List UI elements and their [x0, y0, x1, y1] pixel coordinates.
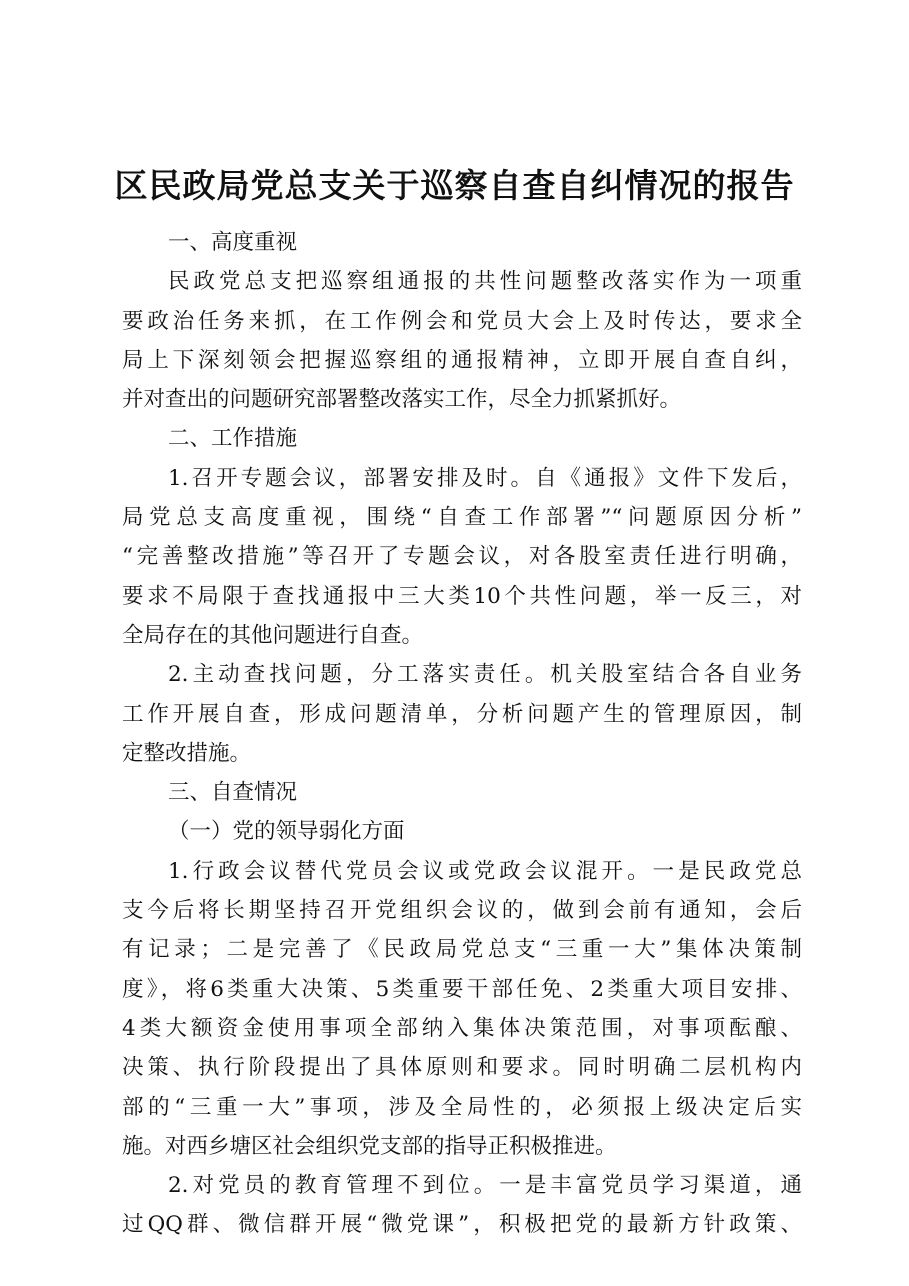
- paragraph-line: 施。对西乡塘区社会组织党支部的指导正积极推进。: [122, 1133, 617, 1159]
- paragraph-line: 全局存在的其他问题进行自查。: [122, 622, 424, 648]
- paragraph-line: 支今后将长期坚持召开党组织会议的，做到会前有通知，会后: [122, 898, 802, 924]
- paragraph-line: 局党总支高度重视，围绕“自查工作部署”“问题原因分析”: [122, 505, 802, 531]
- paragraph-line: 过QQ群、微信群开展“微党课”，积极把党的最新方针政策、: [122, 1212, 802, 1238]
- subsection-heading: （一）党的领导弱化方面: [168, 819, 405, 845]
- paragraph-line: “完善整改措施”等召开了专题会议，对各股室责任进行明确，: [122, 544, 802, 570]
- paragraph-line: 1.行政会议替代党员会议或党政会议混开。一是民政党总: [168, 858, 802, 884]
- paragraph-line: 定整改措施。: [122, 740, 252, 766]
- section-heading: 二、工作措施: [168, 426, 298, 452]
- paragraph-line: 要求不局限于查找通报中三大类10个共性问题，举一反三，对: [122, 583, 802, 609]
- document-title: 区民政局党总支关于巡察自查自纠情况的报告: [114, 166, 795, 205]
- paragraph-line: 要政治任务来抓，在工作例会和党员大会上及时传达，要求全: [122, 308, 802, 334]
- paragraph-line: 度》，将6类重大决策、5类重要干部任免、2类重大项目安排、: [122, 976, 802, 1002]
- paragraph-line: 并对查出的问题研究部署整改落实工作，尽全力抓紧抓好。: [122, 387, 682, 413]
- paragraph-line: 工作开展自查，形成问题清单，分析问题产生的管理原因，制: [122, 701, 802, 727]
- section-heading: 一、高度重视: [168, 230, 298, 255]
- paragraph-line: 2.主动查找问题，分工落实责任。机关股室结合各自业务: [168, 662, 802, 688]
- paragraph-line: 局上下深刻领会把握巡察组的通报精神，立即开展自查自纠，: [122, 347, 802, 373]
- section-heading: 三、自查情况: [168, 780, 298, 806]
- paragraph-line: 民政党总支把巡察组通报的共性问题整改落实作为一项重: [168, 269, 802, 295]
- paragraph-line: 2.对党员的教育管理不到位。一是丰富党员学习渠道，通: [168, 1173, 802, 1199]
- document-body: [122, 223, 802, 1245]
- paragraph-line: 决策、执行阶段提出了具体原则和要求。同时明确二层机构内: [122, 1055, 802, 1081]
- paragraph-line: 4类大额资金使用事项全部纳入集体决策范围，对事项酝酿、: [122, 1015, 802, 1041]
- paragraph-line: 1.召开专题会议，部署安排及时。自《通报》文件下发后，: [168, 465, 802, 491]
- paragraph-line: 部的“三重一大”事项，涉及全局性的，必须报上级决定后实: [122, 1094, 802, 1120]
- paragraph-line: 有记录；二是完善了《民政局党总支“三重一大”集体决策制: [122, 937, 802, 963]
